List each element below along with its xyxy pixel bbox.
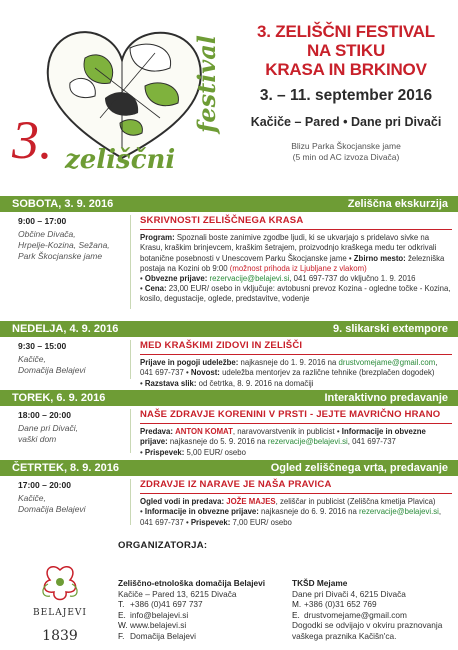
event-details: [140, 340, 452, 389]
title-block: [240, 22, 452, 163]
day-body: [0, 406, 458, 456]
day-body: [0, 337, 458, 388]
event-time: 9:30 – 15:00: [18, 341, 67, 351]
logo-number: 3.: [12, 110, 53, 170]
column-divider: [130, 409, 131, 453]
organizer-address: Dane pri Divači 4, 6215 Divača: [292, 588, 406, 599]
event-place-line: Domačija Belajevi: [18, 504, 86, 514]
day-date: SOBOTA, 3. 9. 2016: [12, 198, 114, 210]
time-column: [18, 341, 128, 376]
day-type: Ogled zeliščnega vrta, predavanje: [270, 462, 448, 474]
organizer-name: Zeliščno-etnološka domačija Belajevi: [118, 578, 266, 588]
day-date: NEDELJA, 4. 9. 2016: [12, 323, 119, 335]
day-type: 9. slikarski extempore: [333, 323, 448, 335]
festival-dates: 3. – 11. september 2016: [259, 87, 433, 104]
day-date: ČETRTEK, 8. 9. 2016: [12, 462, 119, 474]
organizer-facebook[interactable]: F. Domačija Belajevi: [118, 630, 196, 641]
location-line-1: Blizu Parka Škocjanske jame: [291, 141, 401, 151]
event-place-line: Kačiče,: [18, 354, 46, 364]
organizer-note-line-2: vaškega praznika Kačišn'ca.: [292, 630, 397, 641]
email-link[interactable]: rezervacije@belajevi.si: [359, 507, 439, 517]
logo-word-zeliscni: zeliščni: [65, 145, 176, 175]
event-registration: • Informacije in obvezne prijave: najkasneje do 6. 9. 2016 na rezervacije@belajevi.si, 041 697-737 • Prispevek: 7,00 EUR/ osebo: [140, 507, 442, 527]
time-column: [18, 410, 128, 445]
festival-logo: [10, 8, 235, 178]
belajevi-logo: [30, 560, 90, 648]
day-header: [0, 320, 458, 337]
event-place-line: Občine Divača,: [18, 229, 76, 239]
day-type: Interaktivno predavanje: [324, 392, 448, 404]
day-type: Zeliščna ekskurzija: [347, 198, 448, 210]
day-saturday: [0, 195, 458, 312]
time-column: [18, 216, 128, 262]
event-title: SKRIVNOSTI ZELIŠČNEGA KRASA: [140, 215, 452, 230]
organizers-label: ORGANIZATORJA:: [118, 540, 208, 551]
time-column: [18, 480, 128, 515]
logo-word-festival: festival: [192, 35, 221, 133]
email-link[interactable]: drustvomejame@gmail.com: [338, 358, 436, 368]
event-details: [140, 409, 452, 458]
festival-title-line-1: 3. ZELIŠČNI FESTIVAL: [257, 22, 435, 41]
day-body: [0, 476, 458, 528]
header: [0, 0, 458, 195]
email-link[interactable]: rezervacije@belajevi.si: [267, 437, 348, 447]
column-divider: [130, 479, 131, 525]
day-date: TOREK, 6. 9. 2016: [12, 392, 106, 404]
event-place-line: Domačija Belajevi: [18, 365, 86, 375]
event-details: [140, 479, 452, 528]
event-time: 18:00 – 20:00: [18, 410, 71, 420]
event-time: 9:00 – 17:00: [18, 216, 67, 226]
event-price: • Prispevek: 5,00 EUR/ osebo: [140, 447, 246, 457]
location-note: [240, 141, 452, 163]
event-price: • Cena: 23,00 EUR/ osebo in vključuje: avtobusni prevoz Kozina - ogledne točke - Kozina, kosilo, degustacije, oglede, predstavitve, vodenje: [140, 284, 451, 304]
column-divider: [130, 340, 131, 379]
event-registration: • Obvezne prijave: rezervacije@belajevi.si, 041 697-737 do vključno 1. 9. 2016: [140, 274, 416, 284]
festival-places: Kačiče – Pared • Dane pri Divači: [250, 115, 442, 129]
day-body: [0, 212, 458, 312]
organizer-belajevi: [118, 578, 265, 641]
day-sunday: [0, 320, 458, 388]
event-title: NAŠE ZDRAVJE KORENINI V PRSTI - JEJTE MAVRIČNO HRANO: [140, 409, 452, 424]
day-header: [0, 195, 458, 212]
location-line-2: (5 min od AC izvoza Divača): [292, 152, 400, 162]
event-time: 17:00 – 20:00: [18, 480, 71, 490]
day-tuesday: [0, 389, 458, 456]
event-place-line: Kačiče,: [18, 493, 46, 503]
organizer-website[interactable]: W. www.belajevi.si: [118, 620, 187, 630]
day-header: [0, 389, 458, 406]
event-place-line: vaški dom: [18, 434, 57, 444]
logo-text: BELAJEVI: [33, 608, 87, 618]
event-lecturer: Ogled vodi in predava: JOŽE MAJES, zeliščar in publicist (Zeliščna kmetija Plavica): [140, 497, 436, 507]
event-details: [140, 215, 452, 305]
column-divider: [130, 215, 131, 309]
organizer-phone: T. +386 (0)41 697 737: [118, 599, 203, 609]
event-lecturer: Predava: ANTON KOMAT, naravovarstvenik in publicist • Informacije in obvezne prijave: najkasneje do 5. 9. 2016 na rezervacije@belajevi.si, 041 697-737: [140, 427, 426, 447]
organizer-mejame: [292, 578, 442, 641]
organizer-email[interactable]: E. info@belajevi.si: [118, 609, 189, 620]
festival-title-line-3: KRASA IN BRKINOV: [265, 60, 427, 79]
event-title: MED KRAŠKIMI ZIDOVI IN ZELIŠČI: [140, 340, 452, 355]
event-place-line: Park Škocjanske jame: [18, 251, 103, 261]
footer: [0, 530, 458, 650]
email-link[interactable]: rezervacije@belajevi.si: [209, 274, 290, 284]
day-thursday: [0, 459, 458, 528]
festival-title-line-2: NA STIKU: [306, 41, 386, 60]
event-program: Program: Spoznali boste zanimive zgodbe ljudi, ki se ukvarjajo s pridelavo sivke na Krasu, kraškim brinjevcem, kraškim šetrajem, proizvodnjo kraškega medu ter odkrivali botanične posebnosti v Unescovem Parku Škocjanske jame • Zbirno mesto: železniška postaja na Kozini ob 9:00 (možnost prihoda iz Ljubljane z vlakom): [140, 233, 445, 273]
organizer-address: Kačiče – Pared 13, 6215 Divača: [118, 588, 237, 599]
event-place-line: Hrpelje-Kozina, Sežana,: [18, 240, 110, 250]
organizer-note-line-1: Dogodki se odvijajo v okviru praznovanja: [292, 620, 443, 630]
event-exhibition: • Razstava slik: od četrtka, 8. 9. 2016 na domačiji: [140, 378, 314, 388]
organizer-email[interactable]: E. drustvomejame@gmail.com: [292, 609, 407, 620]
day-header: [0, 459, 458, 476]
organizer-mobile: M. +386 (0)31 652 769: [292, 599, 377, 609]
logo-year: 1839: [42, 628, 78, 644]
event-registration: Prijave in pogoji udeležbe: najkasneje do 1. 9. 2016 na drustvomejame@gmail.com, 041 697-737 • Novost: udeležba mentorjev za različne tehnike (brezplačen dogodek): [140, 358, 438, 378]
event-title: ZDRAVJE IZ NARAVE JE NAŠA PRAVICA: [140, 479, 452, 494]
organizer-name: TKŠD Mejame: [292, 578, 348, 588]
event-place-line: Dane pri Divači,: [18, 423, 78, 433]
